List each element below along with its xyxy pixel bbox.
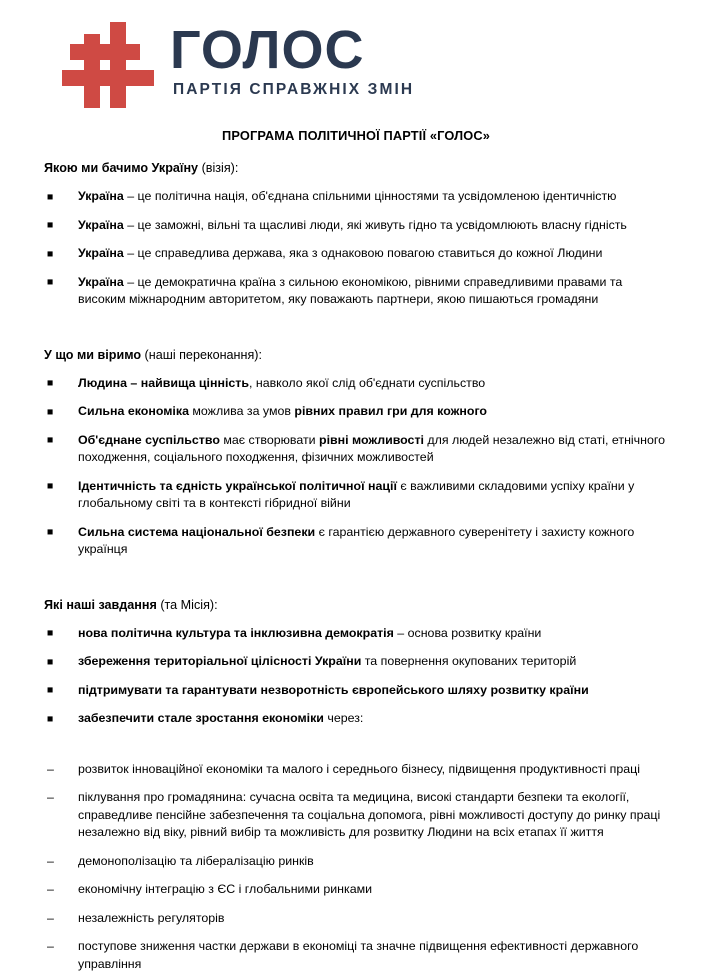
list-item [44, 403, 668, 421]
section-heading-note: (візія): [198, 161, 238, 175]
list-item-text: поступове зниження частки держави в економіці та значне підвищення ефективності державного управління [78, 939, 638, 971]
square-bullet-icon: ■ [47, 432, 53, 450]
section-heading [44, 160, 668, 177]
list-item-text: є важливими складовими успіху країни у глобальному світі та в контексті гібридної війни [78, 479, 634, 511]
list-item-emphasis: рівні можливості [319, 433, 424, 447]
logo-name: ГОЛОС [170, 22, 364, 78]
square-bullet-icon: ■ [47, 274, 53, 292]
list-item-text: – основа розвитку країни [394, 626, 541, 640]
bullet-list [44, 761, 668, 973]
dash-bullet-icon: – [47, 938, 54, 956]
dash-bullet-icon: – [47, 789, 54, 807]
section-heading-note: (наші переконання): [141, 348, 262, 362]
party-logo [0, 0, 712, 120]
list-item [44, 375, 668, 393]
list-item-text-tail: для людей незалежно від статі, етнічного походження, соціального походження, фізичних можливостей [78, 433, 665, 465]
section-heading-bold: У що ми віримо [44, 348, 141, 362]
list-item-text: розвиток інноваційної економіки та малого і середнього бізнесу, підвищення продуктивності праці [78, 762, 640, 776]
list-item [44, 524, 668, 559]
list-item [44, 478, 668, 513]
section-spacer [44, 728, 668, 750]
square-bullet-icon: ■ [47, 711, 53, 729]
list-item [44, 432, 668, 467]
section-spacer [44, 559, 668, 581]
list-item [44, 910, 668, 928]
list-item [44, 710, 668, 728]
list-item [44, 682, 668, 700]
section-heading [44, 597, 668, 614]
square-bullet-icon: ■ [47, 217, 53, 235]
list-item-text: піклування про громадянина: сучасна освіта та медицина, високі стандарти безпеки та екології, справедливе пенсійне забезпечення та соціальна допомога, рівні можливості доступу до ринку праці незалежно від віку, рівний вибір та можливість для розвитку Людини на всіх етапах її життя [78, 790, 660, 839]
section-spacer [44, 309, 668, 331]
list-item-text: – це заможні, вільні та щасливі люди, які живуть гідно та усвідомлюють власну гідність [124, 218, 627, 232]
list-item-text: є гарантією державного суверенітету і захисту кожного українця [78, 525, 634, 557]
square-bullet-icon: ■ [47, 654, 53, 672]
list-item-lead: Людина – найвища цінність [78, 376, 249, 390]
list-item-lead: збереження територіальної цілісності України [78, 654, 361, 668]
list-item-lead: підтримувати та гарантувати незворотність європейського шляху розвитку країни [78, 683, 589, 697]
dash-bullet-icon: – [47, 910, 54, 928]
square-bullet-icon: ■ [47, 404, 53, 422]
section-heading [44, 347, 668, 364]
list-item-text: економічну інтеграцію з ЄС і глобальними ринками [78, 882, 372, 896]
square-bullet-icon: ■ [47, 189, 53, 207]
list-item [44, 938, 668, 973]
dash-bullet-icon: – [47, 853, 54, 871]
list-item-lead: Україна [78, 246, 124, 260]
list-item [44, 761, 668, 779]
document-body [0, 128, 712, 973]
list-item-text: незалежність регуляторів [78, 911, 225, 925]
square-bullet-icon: ■ [47, 625, 53, 643]
sections-container [44, 160, 668, 973]
list-item-lead: Сильна економіка [78, 404, 189, 418]
list-item-lead: Об'єднане суспільство [78, 433, 220, 447]
page-title: ПРОГРАМА ПОЛІТИЧНОЇ ПАРТІЇ «ГОЛОС» [44, 128, 668, 144]
list-item [44, 653, 668, 671]
list-item-lead: нова політична культура та інклюзивна демократія [78, 626, 394, 640]
list-item [44, 625, 668, 643]
list-item [44, 274, 668, 309]
bullet-list [44, 375, 668, 559]
square-bullet-icon: ■ [47, 478, 53, 496]
dash-bullet-icon: – [47, 761, 54, 779]
list-item-text: та повернення окупованих територій [361, 654, 576, 668]
square-bullet-icon: ■ [47, 375, 53, 393]
list-item-text: – це демократична країна з сильною економікою, рівними справедливими правами та високим міжнародним авторитетом, яку поважають партнери, якою пишаються громадяни [78, 275, 622, 307]
list-item-lead: Україна [78, 275, 124, 289]
list-item-lead: забезпечити стале зростання економіки [78, 711, 324, 725]
list-item-text: – це політична нація, об'єднана спільними цінностями та усвідомленою ідентичністю [124, 189, 617, 203]
section-heading-bold: Якою ми бачимо Україну [44, 161, 198, 175]
bullet-list [44, 625, 668, 728]
square-bullet-icon: ■ [47, 682, 53, 700]
logo-wordmark [170, 22, 414, 99]
bullet-list [44, 188, 668, 309]
list-item [44, 217, 668, 235]
list-item [44, 188, 668, 206]
list-item-lead: Україна [78, 189, 124, 203]
list-item-text: має створювати [220, 433, 319, 447]
logo-tagline: ПАРТІЯ СПРАВЖНІХ ЗМІН [173, 81, 414, 99]
list-item-emphasis: рівних правил гри для кожного [294, 404, 487, 418]
list-item-text: через: [324, 711, 363, 725]
square-bullet-icon: ■ [47, 524, 53, 542]
section-heading-bold: Які наші завдання [44, 598, 157, 612]
list-item-lead: Ідентичність та єдність української політичної нації [78, 479, 397, 493]
list-item-lead: Україна [78, 218, 124, 232]
square-bullet-icon: ■ [47, 246, 53, 264]
dash-bullet-icon: – [47, 881, 54, 899]
list-item-text: можлива за умов [189, 404, 294, 418]
list-item-text: , навколо якої слід об'єднати суспільство [249, 376, 485, 390]
list-item-text: – це справедлива держава, яка з однаковою повагою ставиться до кожної Людини [124, 246, 603, 260]
section-heading-note: (та Місія): [157, 598, 218, 612]
list-item [44, 881, 668, 899]
list-item-text: демонополізацію та лібералізацію ринків [78, 854, 314, 868]
list-item [44, 245, 668, 263]
list-item [44, 853, 668, 871]
hash-logo-icon [62, 22, 154, 108]
list-item-lead: Сильна система національної безпеки [78, 525, 315, 539]
list-item [44, 789, 668, 842]
